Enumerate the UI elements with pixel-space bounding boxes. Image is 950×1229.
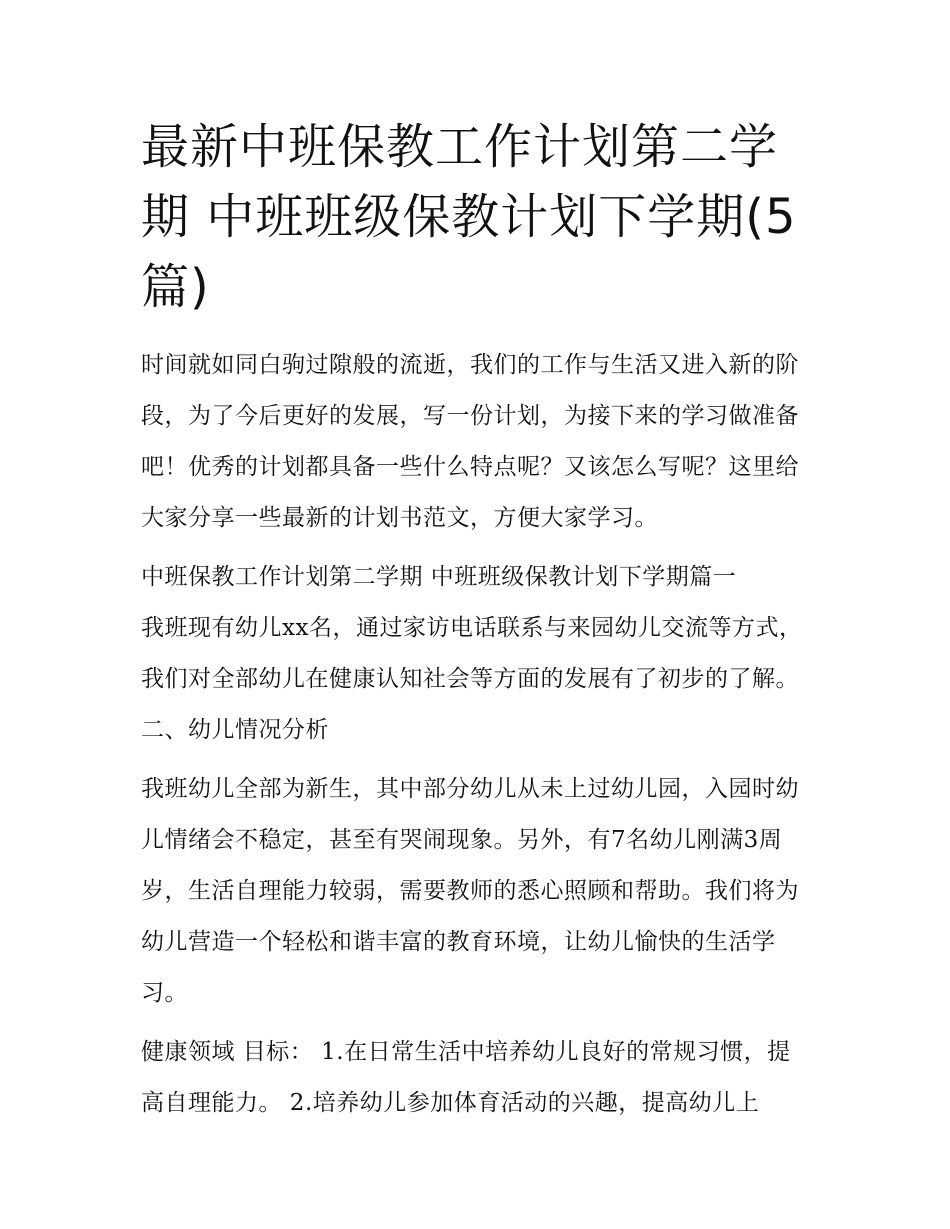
document-page — [141, 112, 813, 1137]
child-analysis-paragraph: 我班幼儿全部为新生，其中部分幼儿从未上过幼儿园，入园时幼儿情绪会不稳定，甚至有哭闹现象。另外，有7名幼儿刚满3周岁，生活自理能力较弱，需要教师的悉心照顾和帮助。我们将为幼儿营造一个轻松和谐丰富的教育环境，让幼儿愉快的生活学习。 — [141, 776, 799, 1006]
document-body — [141, 340, 813, 1129]
document-title: 最新中班保教工作计划第二学期 中班班级保教计划下学期(5篇) — [141, 119, 797, 315]
intro-paragraph: 时间就如同白驹过隙般的流逝，我们的工作与生活又进入新的阶段，为了今后更好的发展，写一份计划，为接下来的学习做准备吧！优秀的计划都具备一些什么特点呢？又该怎么写呢？这里给大家分享一些最新的计划书范文，方便大家学习。 — [141, 352, 799, 531]
class-overview-paragraph: 我班现有幼儿xx名，通过家访电话联系与来园幼儿交流等方式，我们对全部幼儿在健康认知社会等方面的发展有了初步的了解。 二、幼儿情况分析 — [141, 615, 803, 743]
health-goals-paragraph: 健康领域 目标： 1.在日常生活中培养幼儿良好的常规习惯，提高自理能力。 2.培养幼儿参加体育活动的兴趣，提高幼儿上 — [141, 1039, 791, 1116]
section-heading: 中班保教工作计划第二学期 中班班级保教计划下学期篇一 — [141, 564, 737, 590]
